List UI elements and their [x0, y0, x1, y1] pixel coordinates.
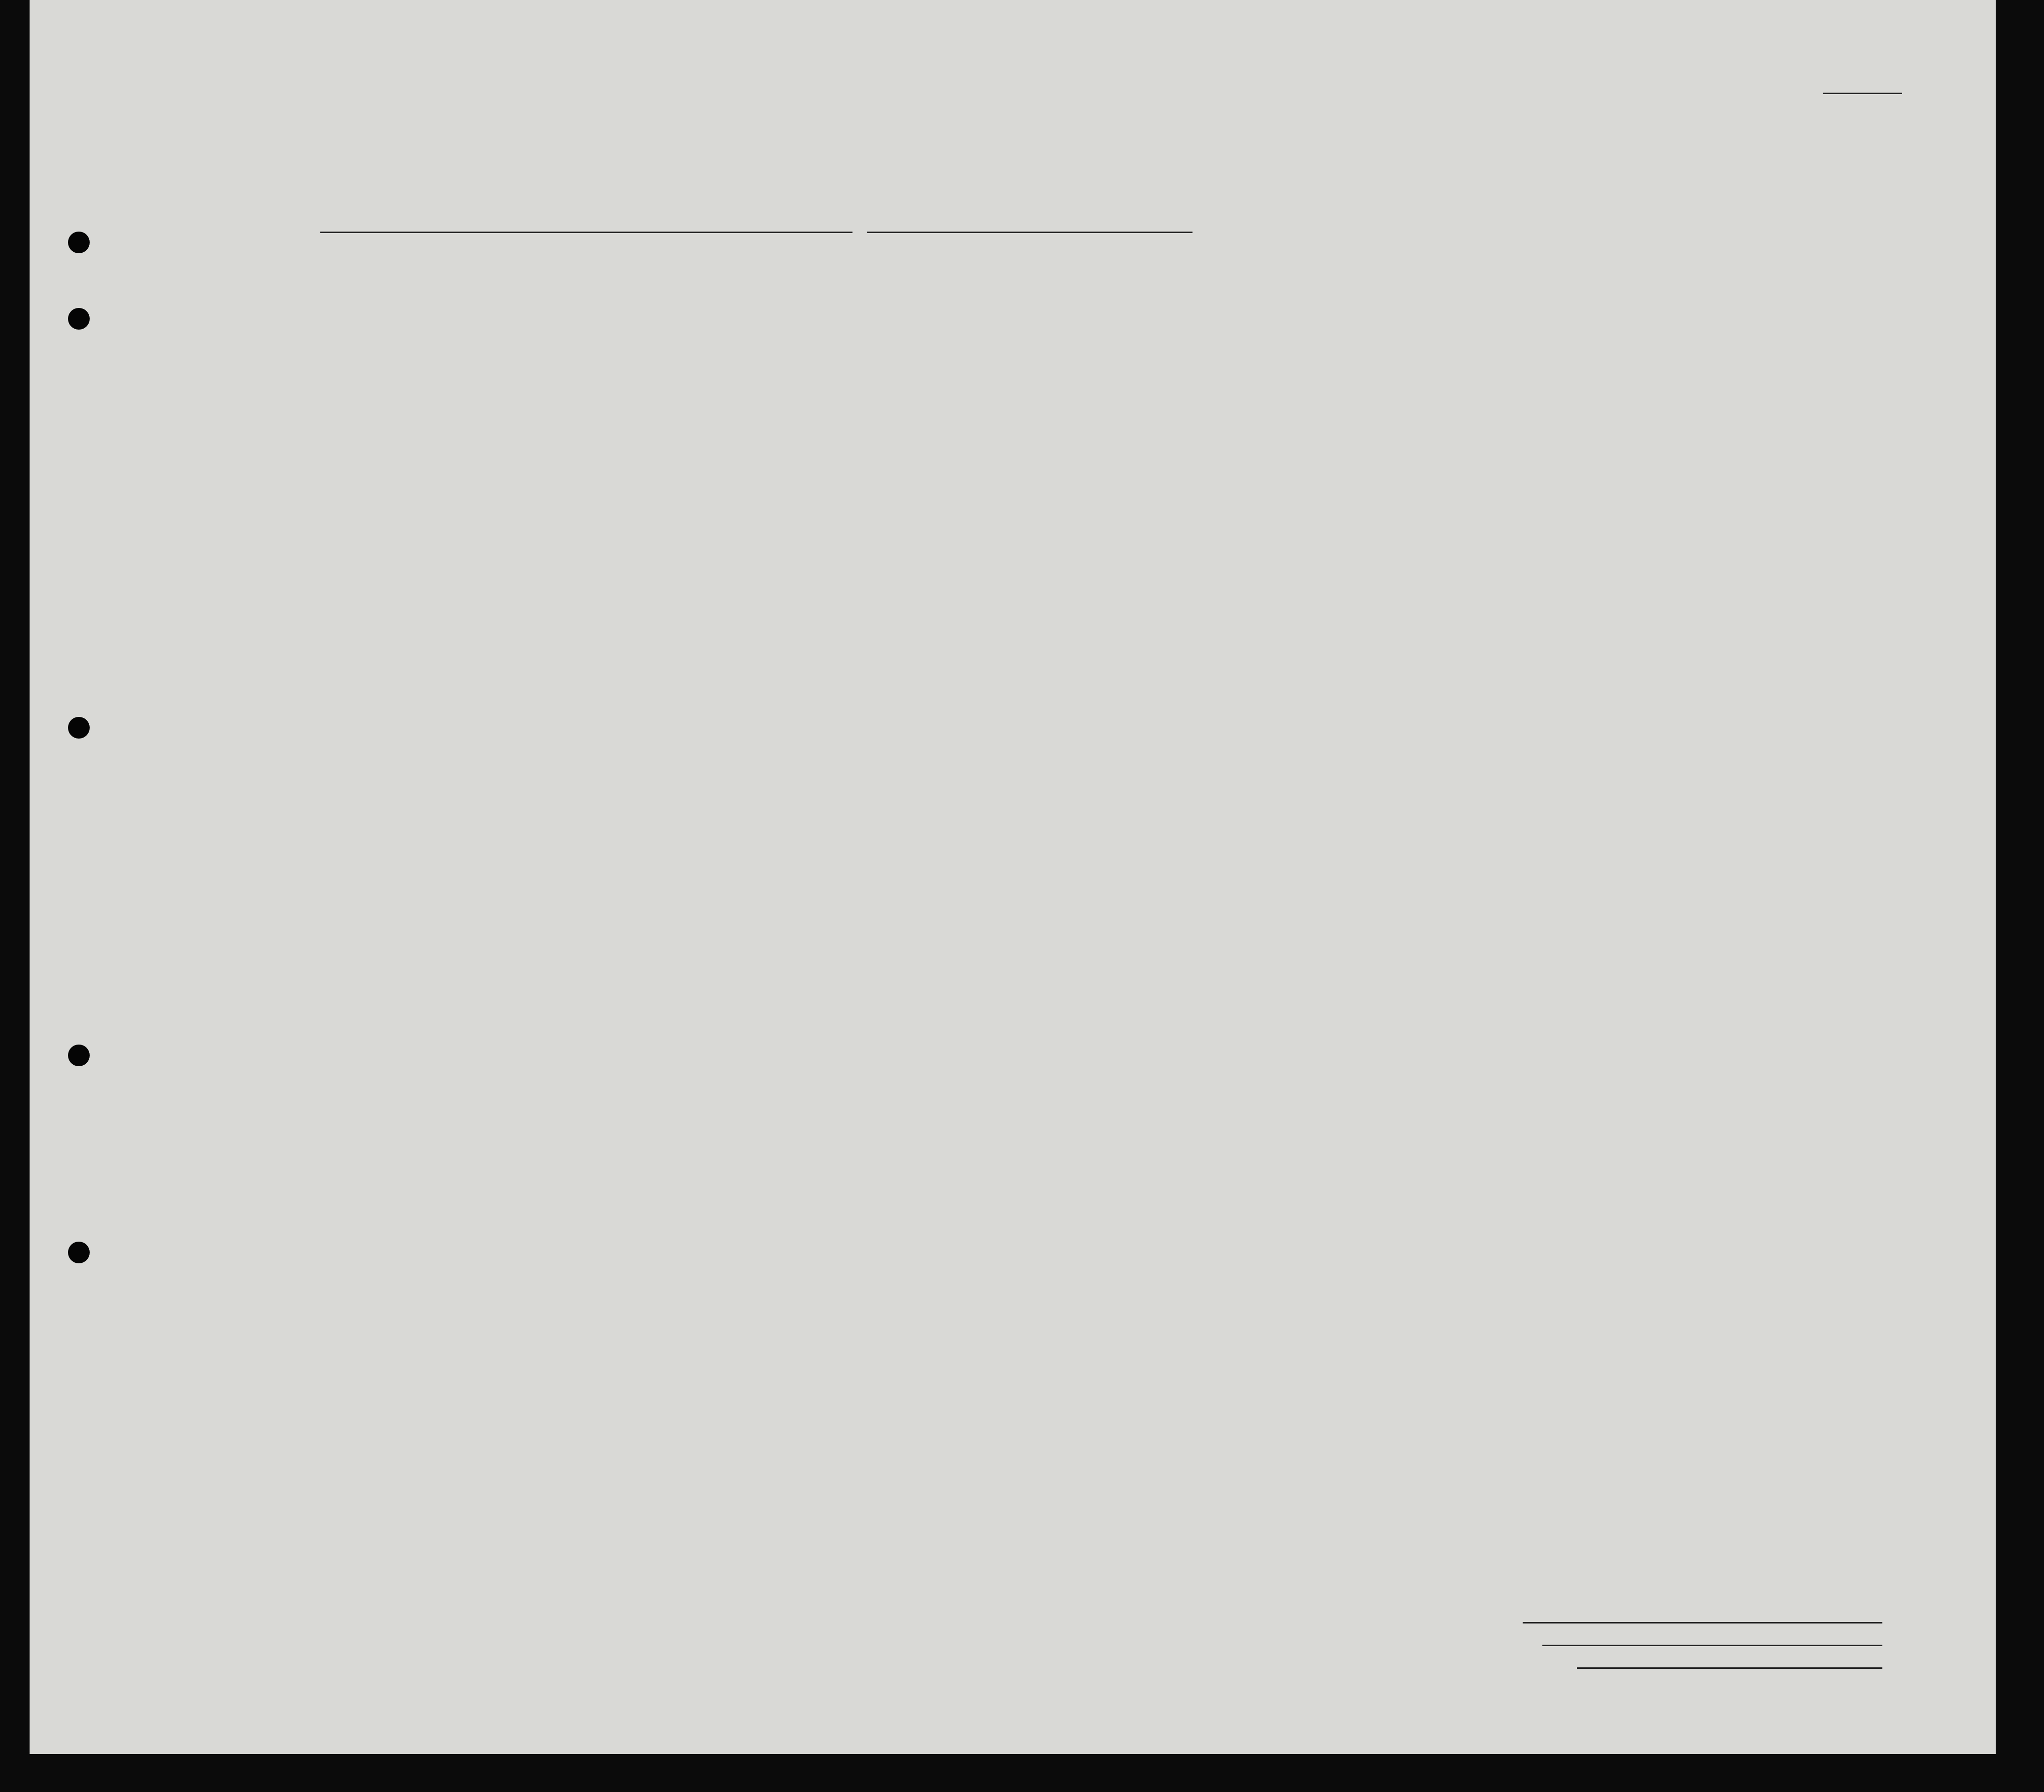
header-purpose-c	[1241, 315, 1280, 419]
header-q28	[1373, 281, 1422, 419]
owners-underline	[1542, 1645, 1882, 1646]
header-polygamist	[1316, 281, 1343, 419]
header-purpose-a	[1159, 315, 1198, 419]
header-purpose-b	[1200, 315, 1239, 419]
line-underline	[1523, 1622, 1882, 1623]
header-prison	[1282, 281, 1315, 419]
header-anarchist	[1344, 281, 1372, 419]
agents-underline	[1577, 1667, 1882, 1669]
header-possession-50	[699, 281, 727, 419]
header-q29	[1423, 281, 1465, 419]
header-ticket	[574, 281, 606, 419]
header-q30	[1466, 281, 1492, 419]
header-q31	[1493, 281, 1519, 419]
